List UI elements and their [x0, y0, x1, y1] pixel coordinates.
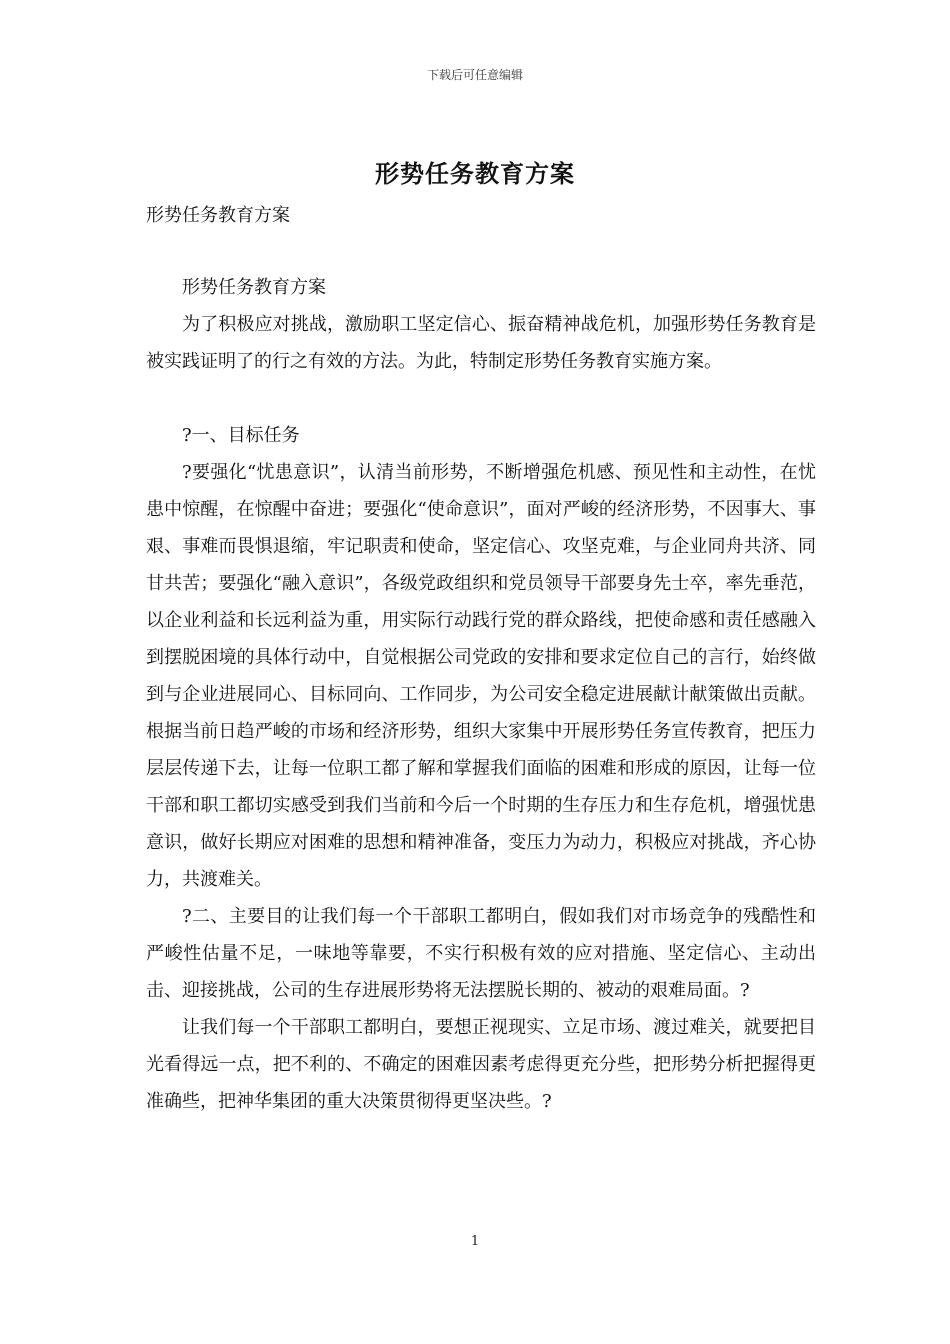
document-subtitle: 形势任务教育方案	[146, 205, 290, 226]
section-heading-goals: ?一、目标任务	[182, 425, 300, 446]
paragraph-main-purpose: ?二、主要目的让我们每一个干部职工都明白，假如我们对市场竞争的残酷性和严峻性估量不足，一味地等靠要，不实行积极有效的应对措施、坚定信心、主动出击、迎接挑战，公司的生存进展形势将无法摆脱长期的、被动的艰难局面。?	[146, 906, 816, 1001]
paragraph-spacer	[146, 380, 816, 417]
document-title: 形势任务教育方案	[375, 159, 575, 188]
paragraph-heading: 形势任务教育方案	[182, 277, 326, 298]
paragraph-intro: 为了积极应对挑战，激励职工坚定信心、振奋精神战危机，加强形势任务教育是被实践证明了的行之有效的方法。为此，特制定形势任务教育实施方案。	[146, 314, 816, 372]
document-body	[146, 269, 816, 1120]
paragraph-goals: ?要强化“忧患意识”，认清当前形势，不断增强危机感、预见性和主动性，在忧患中惊醒，在惊醒中奋进；要强化“使命意识”，面对严峻的经济形势，不因事大、事艰、事难而畏惧退缩，牢记职责和使命，坚定信心、攻坚克难，与企业同舟共济、同甘共苦；要强化“融入意识”，各级党政组织和党员领导干部要身先士卒，率先垂范，以企业利益和长远利益为重，用实际行动践行党的群众路线，把使命感和责任感融入到摆脱困境的具体行动中，自觉根据公司党政的安排和要求定位自己的言行，始终做到与企业进展同心、目标同向、工作同步，为公司安全稳定进展献计献策做出贡献。根据当前日趋严峻的市场和经济形势，组织大家集中开展形势任务宣传教育，把压力层层传递下去，让每一位职工都了解和掌握我们面临的困难和形成的原因，让每一位干部和职工都切实感受到我们当前和今后一个时期的生存压力和生存危机，增强忧患意识，做好长期应对困难的思想和精神准备，变压力为动力，积极应对挑战，齐心协力，共渡难关。	[146, 462, 816, 890]
paragraph-understanding: 让我们每一个干部职工都明白，要想正视现实、立足市场、渡过难关，就要把目光看得远一点，把不利的、不确定的困难因素考虑得更充分些，把形势分析把握得更准确些，把神华集团的重大决策贯彻得更坚决些。?	[146, 1017, 816, 1112]
page-number: 1	[470, 1234, 480, 1249]
page-header: 下载后可任意编辑	[426, 68, 523, 82]
